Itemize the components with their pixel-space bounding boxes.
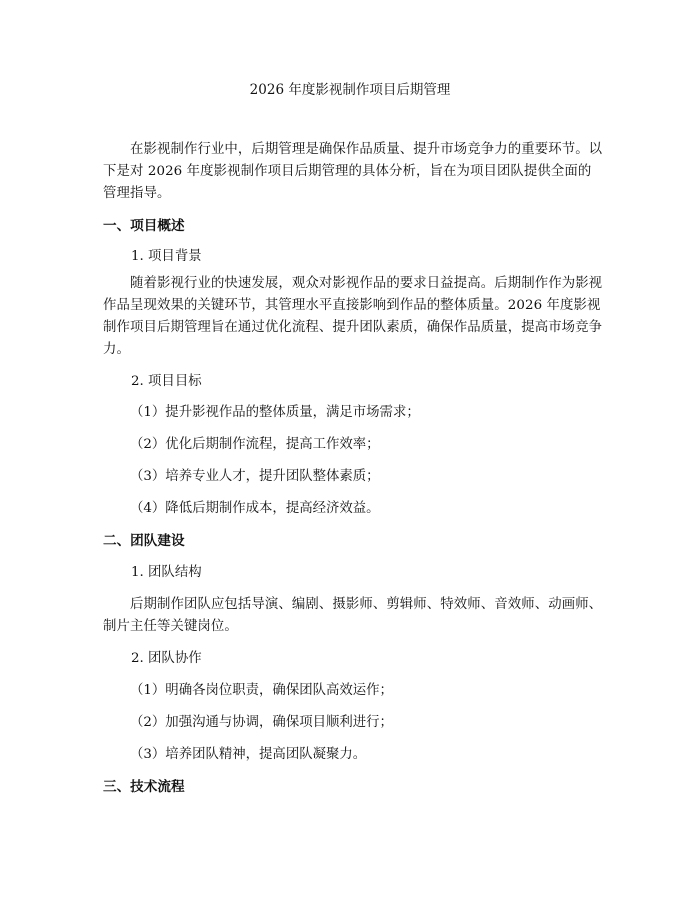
list-item: （2）加强沟通与协调，确保项目顺利进行；	[130, 715, 393, 730]
paragraph-project-background: 随着影视行业的快速发展，观众对影视作品的要求日益提高。后期制作作为影视作品呈现效果的关键环节，其管理水平直接影响到作品的整体质量。2026 年度影视制作项目后期管理旨在通过优化流程、提升团队素质，确保作品质量，提高市场竞争力。	[103, 276, 603, 357]
subheading-project-goals: 2. 项目目标	[131, 374, 202, 389]
list-item: （4）降低后期制作成本，提高经济效益。	[130, 501, 380, 516]
intro-paragraph: 在影视制作行业中，后期管理是确保作品质量、提升市场竞争力的重要环节。以下是对 2026 年度影视制作项目后期管理的具体分析，旨在为项目团队提供全面的管理指导。	[103, 142, 603, 201]
list-item: （1）提升影视作品的整体质量，满足市场需求；	[130, 405, 420, 420]
section-heading-technical-process: 三、技术流程	[103, 779, 185, 795]
list-item: （3）培养专业人才，提升团队整体素质；	[130, 469, 380, 484]
list-item: （2）优化后期制作流程，提高工作效率；	[130, 437, 380, 452]
list-item: （3）培养团队精神，提高团队凝聚力。	[130, 747, 367, 762]
document-title: 2026 年度影视制作项目后期管理	[249, 82, 451, 98]
subheading-team-structure: 1. 团队结构	[131, 565, 202, 580]
paragraph-team-structure: 后期制作团队应包括导演、编剧、摄影师、剪辑师、特效师、音效师、动画师、制片主任等关键岗位。	[103, 597, 603, 634]
section-heading-overview: 一、项目概述	[103, 218, 185, 234]
subheading-team-collaboration: 2. 团队协作	[131, 651, 202, 666]
list-item: （1）明确各岗位职责，确保团队高效运作；	[130, 683, 393, 698]
subheading-project-background: 1. 项目背景	[131, 249, 202, 264]
section-heading-team: 二、团队建设	[103, 533, 185, 549]
